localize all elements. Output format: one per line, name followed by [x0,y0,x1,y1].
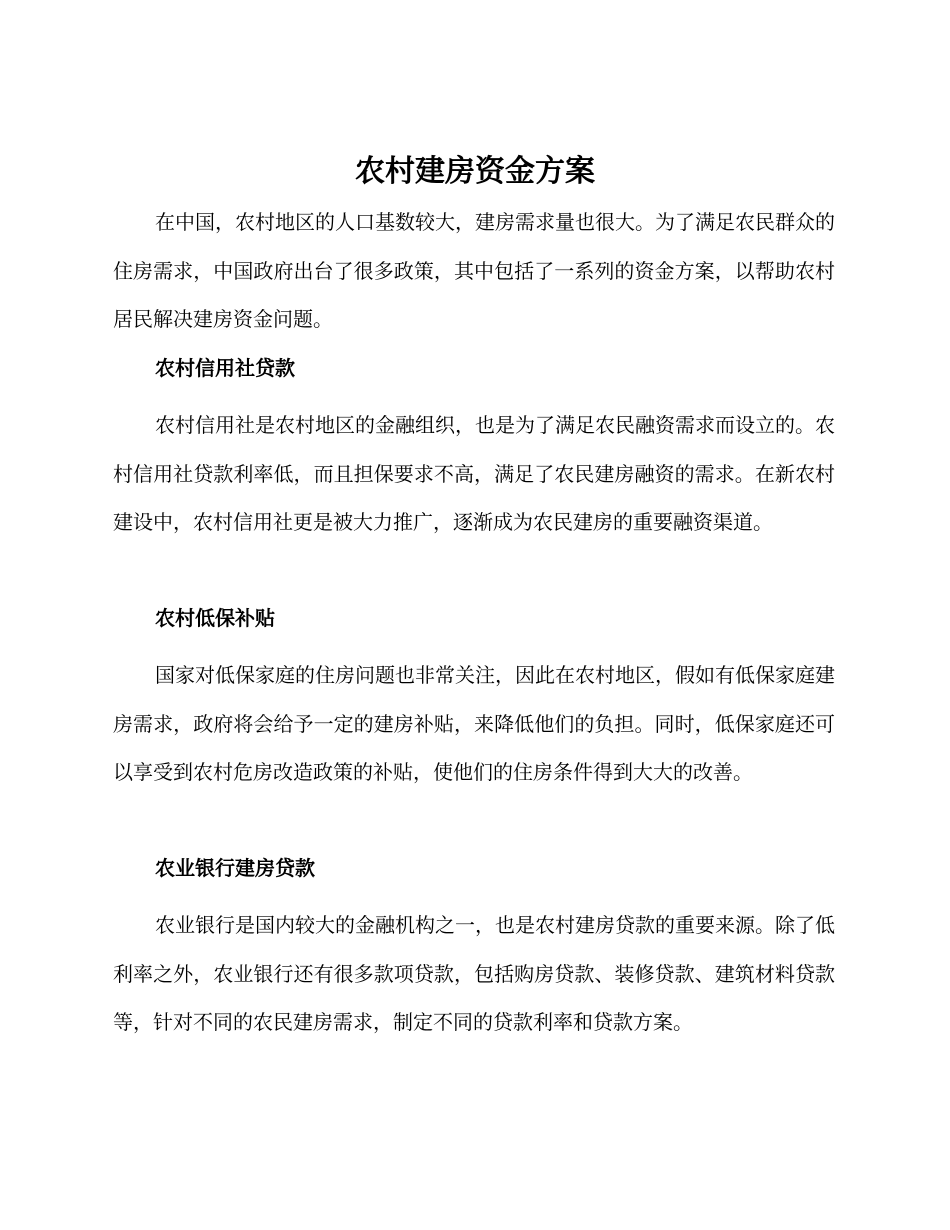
section-heading-agricultural-bank-loan: 农业银行建房贷款 [155,856,315,880]
section-body-credit-cooperative-loan: 农村信用社是农村地区的金融组织，也是为了满足农民融资需求而设立的。农村信用社贷款利率低，而且担保要求不高，满足了农民建房融资的需求。在新农村建设中，农村信用社更是被大力推广，逐渐成为农民建房的重要融资渠道。 [113,413,835,534]
page-title: 农村建房资金方案 [355,154,595,189]
section-body-low-income-subsidy: 国家对低保家庭的住房问题也非常关注，因此在农村地区，假如有低保家庭建房需求，政府将会给予一定的建房补贴，来降低他们的负担。同时，低保家庭还可以享受到农村危房改造政策的补贴，使他们的住房条件得到大大的改善。 [113,663,835,784]
intro-paragraph: 在中国，农村地区的人口基数较大，建房需求量也很大。为了满足农民群众的住房需求，中国政府出台了很多政策，其中包括了一系列的资金方案，以帮助农村居民解决建房资金问题。 [113,210,835,331]
section-heading-low-income-subsidy: 农村低保补贴 [155,606,275,630]
section-body-agricultural-bank-loan: 农业银行是国内较大的金融机构之一，也是农村建房贷款的重要来源。除了低利率之外，农业银行还有很多款项贷款，包括购房贷款、装修贷款、建筑材料贷款等，针对不同的农民建房需求，制定不同的贷款利率和贷款方案。 [113,913,835,1034]
section-heading-credit-cooperative-loan: 农村信用社贷款 [155,356,295,380]
